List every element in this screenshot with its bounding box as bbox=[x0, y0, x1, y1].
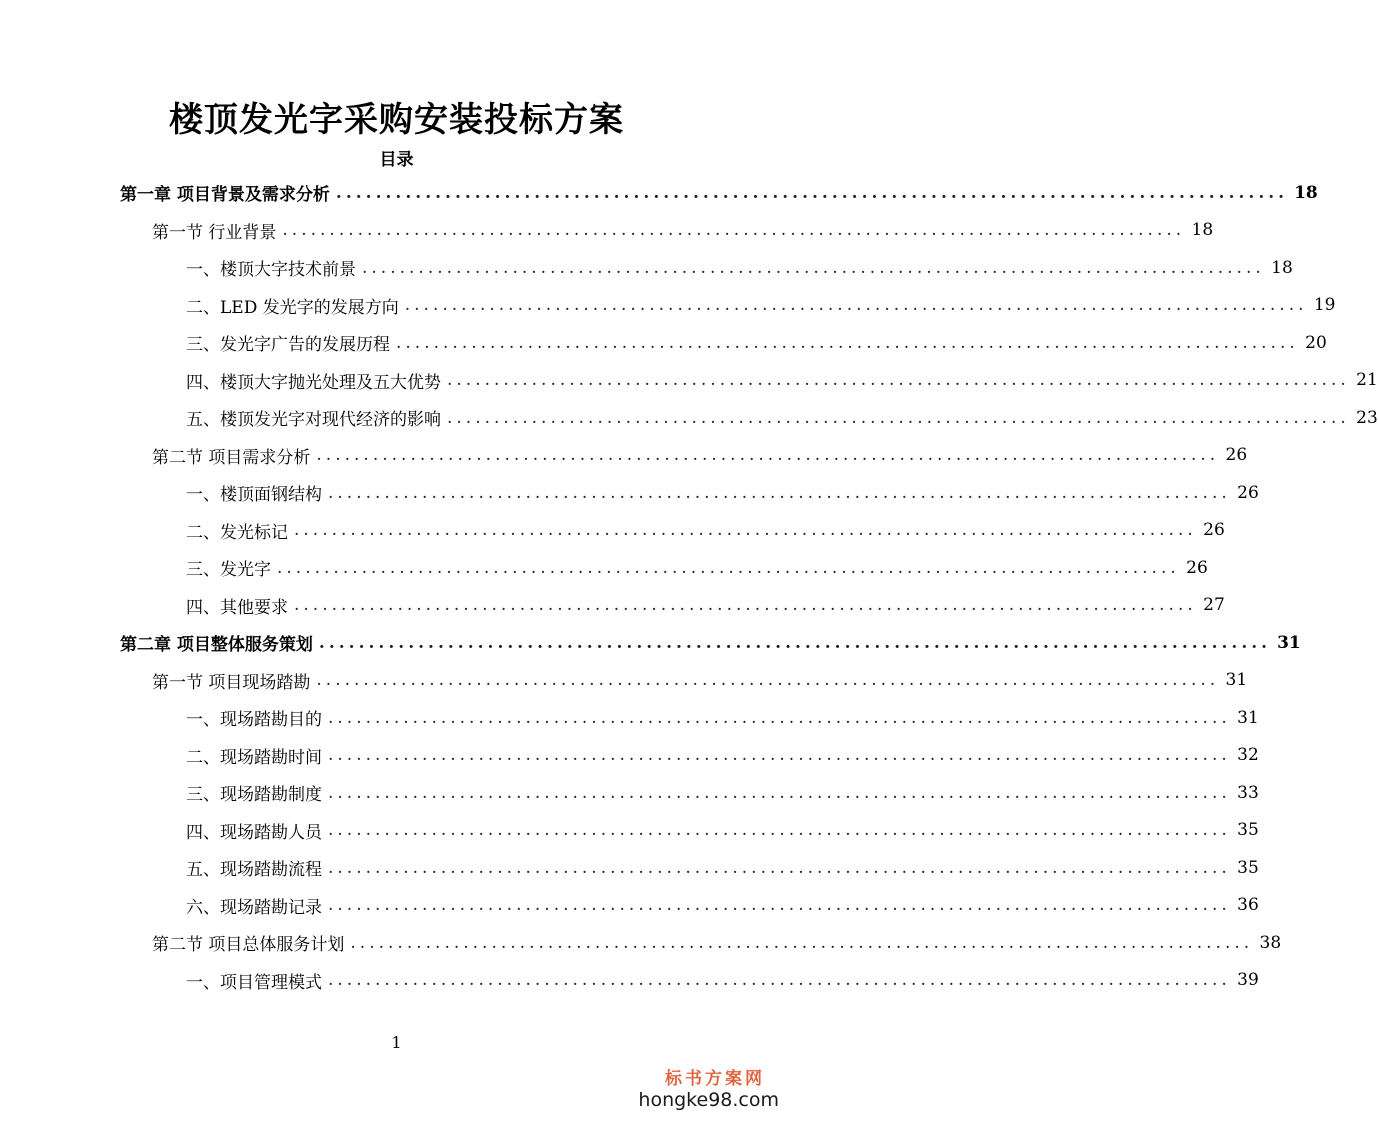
toc-entry-page: 36 bbox=[1237, 895, 1259, 915]
toc-entry-page: 39 bbox=[1237, 970, 1259, 990]
toc-entry-page: 31 bbox=[1225, 670, 1248, 690]
toc-entry[interactable] bbox=[186, 324, 1327, 361]
toc-entry-leader: ................................................................................................ bbox=[328, 745, 1231, 765]
toc-entry[interactable] bbox=[186, 812, 1259, 849]
toc-entry-page: 18 bbox=[1191, 220, 1214, 240]
toc-entry-leader: ................................................................................................ bbox=[362, 257, 1265, 278]
toc-entry-page: 26 bbox=[1225, 445, 1248, 465]
toc-entry-leader: ................................................................................................ bbox=[350, 932, 1254, 953]
toc-entry[interactable] bbox=[186, 699, 1259, 736]
toc-entry-page: 23 bbox=[1356, 407, 1378, 428]
toc-entry-leader: ................................................................................................ bbox=[447, 407, 1350, 428]
toc-entry[interactable] bbox=[186, 287, 1336, 324]
toc-entry-label: 一、现场踏勘目的 bbox=[186, 710, 322, 730]
toc-entry-page: 27 bbox=[1203, 595, 1225, 615]
toc-entry-leader: ................................................................................................ bbox=[335, 182, 1289, 203]
toc-entry-page: 18 bbox=[1271, 257, 1293, 278]
toc-entry-page: 19 bbox=[1313, 295, 1336, 315]
toc-entry[interactable] bbox=[152, 212, 1214, 249]
toc-entry-leader: ................................................................................................ bbox=[277, 557, 1180, 578]
toc-entry-label: 六、现场踏勘记录 bbox=[186, 897, 322, 918]
watermark-site-name: 标书方案网 bbox=[665, 1069, 765, 1089]
toc-entry-leader: ................................................................................................ bbox=[294, 595, 1197, 615]
toc-entry-page: 32 bbox=[1237, 745, 1259, 765]
toc-entry-page: 26 bbox=[1203, 520, 1225, 540]
toc-entry-page: 33 bbox=[1237, 782, 1259, 803]
page-number: 1 bbox=[391, 1033, 402, 1052]
toc-entry-leader: ................................................................................................ bbox=[404, 295, 1308, 315]
toc-entry-label: 第二节 项目需求分析 bbox=[152, 447, 311, 468]
toc-entry[interactable] bbox=[186, 849, 1259, 886]
toc-entry-label: 三、发光字 bbox=[186, 560, 271, 580]
toc-entry[interactable] bbox=[186, 399, 1378, 436]
toc-entry-leader: ................................................................................................ bbox=[318, 632, 1272, 653]
toc-entry-label: 一、楼顶大字技术前景 bbox=[186, 260, 356, 280]
toc-entry-leader: ................................................................................................ bbox=[447, 370, 1350, 390]
toc-entry[interactable] bbox=[186, 587, 1225, 624]
toc-entry-label: 二、LED 发光字的发展方向 bbox=[186, 297, 399, 318]
document-title: 楼顶发光字采购安装投标方案 bbox=[169, 100, 624, 140]
toc-entry-label: 第一节 项目现场踏勘 bbox=[152, 672, 311, 693]
toc-entry[interactable] bbox=[186, 962, 1259, 999]
toc-entry-leader: ................................................................................................ bbox=[328, 782, 1231, 803]
toc-entry[interactable] bbox=[186, 737, 1259, 774]
toc-entry-label: 五、现场踏勘流程 bbox=[186, 860, 322, 880]
toc-entry-page: 18 bbox=[1294, 182, 1318, 203]
toc-entry-label: 三、现场踏勘制度 bbox=[186, 785, 322, 805]
toc-entry-page: 26 bbox=[1186, 557, 1208, 578]
toc-entry-label: 第二章 项目整体服务策划 bbox=[120, 635, 313, 655]
toc-entry-label: 四、其他要求 bbox=[186, 597, 288, 618]
toc-entry-label: 二、现场踏勘时间 bbox=[186, 747, 322, 768]
toc-entry-leader: ................................................................................................ bbox=[396, 332, 1299, 353]
toc-entry-leader: ................................................................................................ bbox=[328, 707, 1231, 728]
toc-entry-label: 一、项目管理模式 bbox=[186, 972, 322, 993]
toc-entry-label: 第一章 项目背景及需求分析 bbox=[120, 185, 330, 205]
toc-entry-label: 一、楼顶面钢结构 bbox=[186, 485, 322, 505]
toc-entry-label: 三、发光字广告的发展历程 bbox=[186, 335, 390, 355]
toc-entry-page: 20 bbox=[1305, 332, 1327, 353]
toc-entry-leader: ................................................................................................ bbox=[328, 895, 1231, 915]
toc-entry-page: 21 bbox=[1356, 370, 1378, 390]
toc-entry[interactable] bbox=[152, 924, 1282, 961]
watermark-url: hongke98.com bbox=[638, 1089, 779, 1111]
toc-entry[interactable] bbox=[186, 474, 1259, 511]
toc-entry[interactable] bbox=[120, 624, 1301, 661]
toc-entry-page: 31 bbox=[1277, 632, 1301, 653]
toc-entry-label: 四、楼顶大字抛光处理及五大优势 bbox=[186, 372, 441, 393]
toc-entry-leader: ................................................................................................ bbox=[328, 820, 1231, 840]
toc-entry-page: 35 bbox=[1237, 820, 1259, 840]
toc-entry-leader: ................................................................................................ bbox=[328, 857, 1231, 878]
toc-entry[interactable] bbox=[152, 437, 1248, 474]
toc-entry[interactable] bbox=[152, 662, 1248, 699]
toc-entry-page: 26 bbox=[1237, 482, 1259, 503]
toc-entry-leader: ................................................................................................ bbox=[316, 445, 1220, 465]
toc-entry[interactable] bbox=[120, 174, 1318, 211]
toc-entry-page: 31 bbox=[1237, 707, 1259, 728]
watermark bbox=[629, 1064, 779, 1111]
toc-entry-page: 38 bbox=[1259, 932, 1282, 953]
toc-entry-leader: ................................................................................................ bbox=[282, 220, 1186, 240]
toc-entry-leader: ................................................................................................ bbox=[328, 970, 1231, 990]
toc-entry-label: 五、楼顶发光字对现代经济的影响 bbox=[186, 410, 441, 430]
toc-entry[interactable] bbox=[186, 887, 1259, 924]
toc-entry-leader: ................................................................................................ bbox=[294, 520, 1197, 540]
toc-entry[interactable] bbox=[186, 549, 1208, 586]
toc-entry-page: 35 bbox=[1237, 857, 1259, 878]
toc-entry-label: 第一节 行业背景 bbox=[152, 222, 277, 243]
toc-entry[interactable] bbox=[186, 362, 1378, 399]
toc-entry[interactable] bbox=[186, 512, 1225, 549]
toc-heading: 目录 bbox=[379, 150, 414, 170]
toc-entry-label: 第二节 项目总体服务计划 bbox=[152, 935, 345, 955]
toc-entry-label: 二、发光标记 bbox=[186, 522, 288, 543]
toc-entry-leader: ................................................................................................ bbox=[316, 670, 1220, 690]
toc-entry[interactable] bbox=[186, 249, 1293, 286]
toc-entry-label: 四、现场踏勘人员 bbox=[186, 822, 322, 843]
toc-entry-leader: ................................................................................................ bbox=[328, 482, 1231, 503]
toc-entry[interactable] bbox=[186, 774, 1259, 811]
